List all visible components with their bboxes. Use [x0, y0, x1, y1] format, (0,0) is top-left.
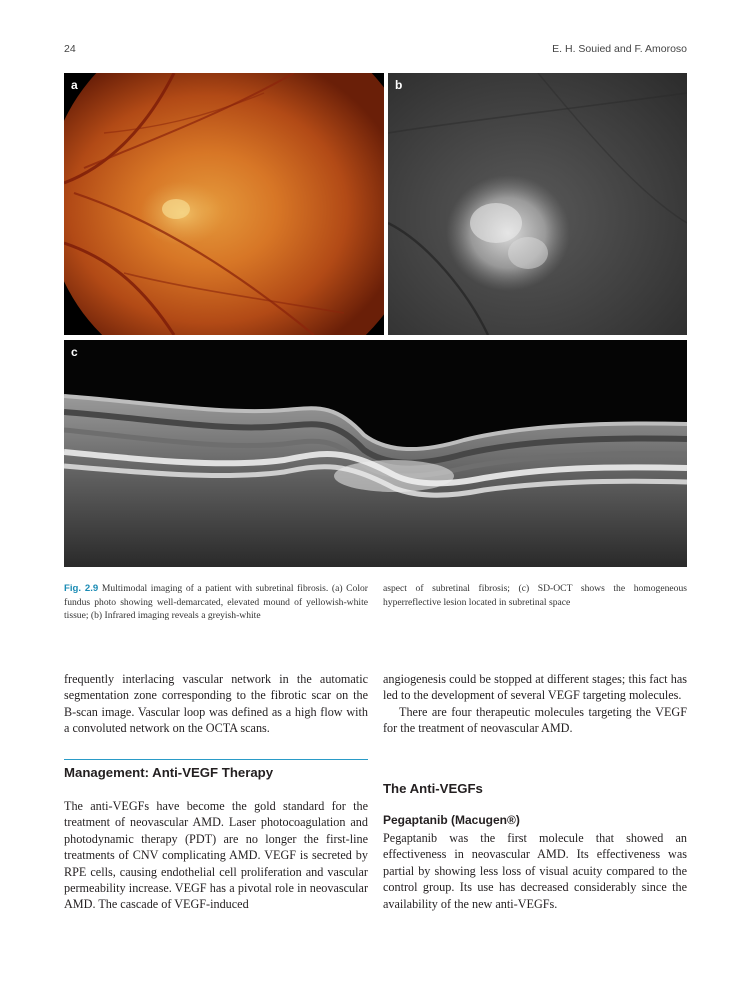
pegaptanib-paragraph: Pegaptanib was the first molecule that showed an effectiveness in neovascular AMD. Its effectiveness was partial by showing less loss of visual acuity compared to the control group. Its use has decreased considerably since the availability of the new anti-VEGFs. — [383, 831, 687, 911]
figure-panel-a-fundus-photo — [64, 73, 384, 335]
left-paragraph-2 — [64, 798, 368, 913]
left-paragraph-1 — [64, 671, 368, 737]
fundus-image — [64, 73, 384, 335]
subheading-pegaptanib: Pegaptanib (Macugen®) — [383, 813, 520, 827]
caption-text-right: aspect of subretinal fibrosis; (c) SD-OCT shows the homogeneous hyperreflective lesion located in subretinal space — [383, 583, 687, 608]
running-authors: E. H. Souied and F. Amoroso — [552, 43, 687, 55]
panel-label-a: a — [71, 78, 78, 92]
panel-label-b: b — [395, 78, 403, 92]
section-heading-anti-vegfs: The Anti-VEGFs — [383, 781, 483, 796]
infrared-image — [388, 73, 687, 335]
octa-paragraph: frequently interlacing vascular network in the automatic segmentation zone corresponding to the fibrotic scar on the B-scan image. Vascular loop was defined as a high flow with a convoluted network on the OCTA scans. — [64, 672, 368, 736]
caption-text-left: Multimodal imaging of a patient with subretinal fibrosis. (a) Color fundus photo showing well-demarcated, elevated mound of yellowish-white tissue; (b) Infrared imaging reveals a greyish-white — [64, 583, 368, 621]
angiogenesis-paragraph: angiogenesis could be stopped at different stages; this fact has led to the development of several VEGF targeting molecules. — [383, 672, 687, 703]
four-molecules-paragraph: There are four therapeutic molecules targeting the VEGF for the treatment of neovascular AMD. — [383, 704, 687, 736]
figure-panel-b-infrared — [388, 73, 687, 335]
right-paragraph-pegaptanib — [383, 830, 687, 912]
section-heading-management: Management: Anti-VEGF Therapy — [64, 765, 274, 780]
page-number: 24 — [64, 43, 76, 55]
figure-panel-c-sd-oct — [64, 340, 687, 567]
panel-label-c: c — [71, 345, 78, 359]
figure-caption-right — [383, 582, 687, 609]
oct-bscan-image — [64, 340, 687, 567]
section-rule — [64, 759, 368, 760]
figure-number: Fig. 2.9 — [64, 583, 99, 594]
right-paragraphs-top — [383, 671, 687, 737]
anti-vegf-paragraph: The anti-VEGFs have become the gold standard for the treatment of neovascular AMD. Laser photocoagulation and photodynamic therapy (PDT) are no longer the first-line treatments of CNV complicating AMD. VEGF is secreted by RPE cells, causing endothelial cell proliferation and vascular permeability increase. VEGF has a pivotal role in neovascular AMD. The cascade of VEGF-induced — [64, 799, 368, 912]
running-header — [64, 43, 687, 59]
figure-caption-left — [64, 582, 368, 623]
